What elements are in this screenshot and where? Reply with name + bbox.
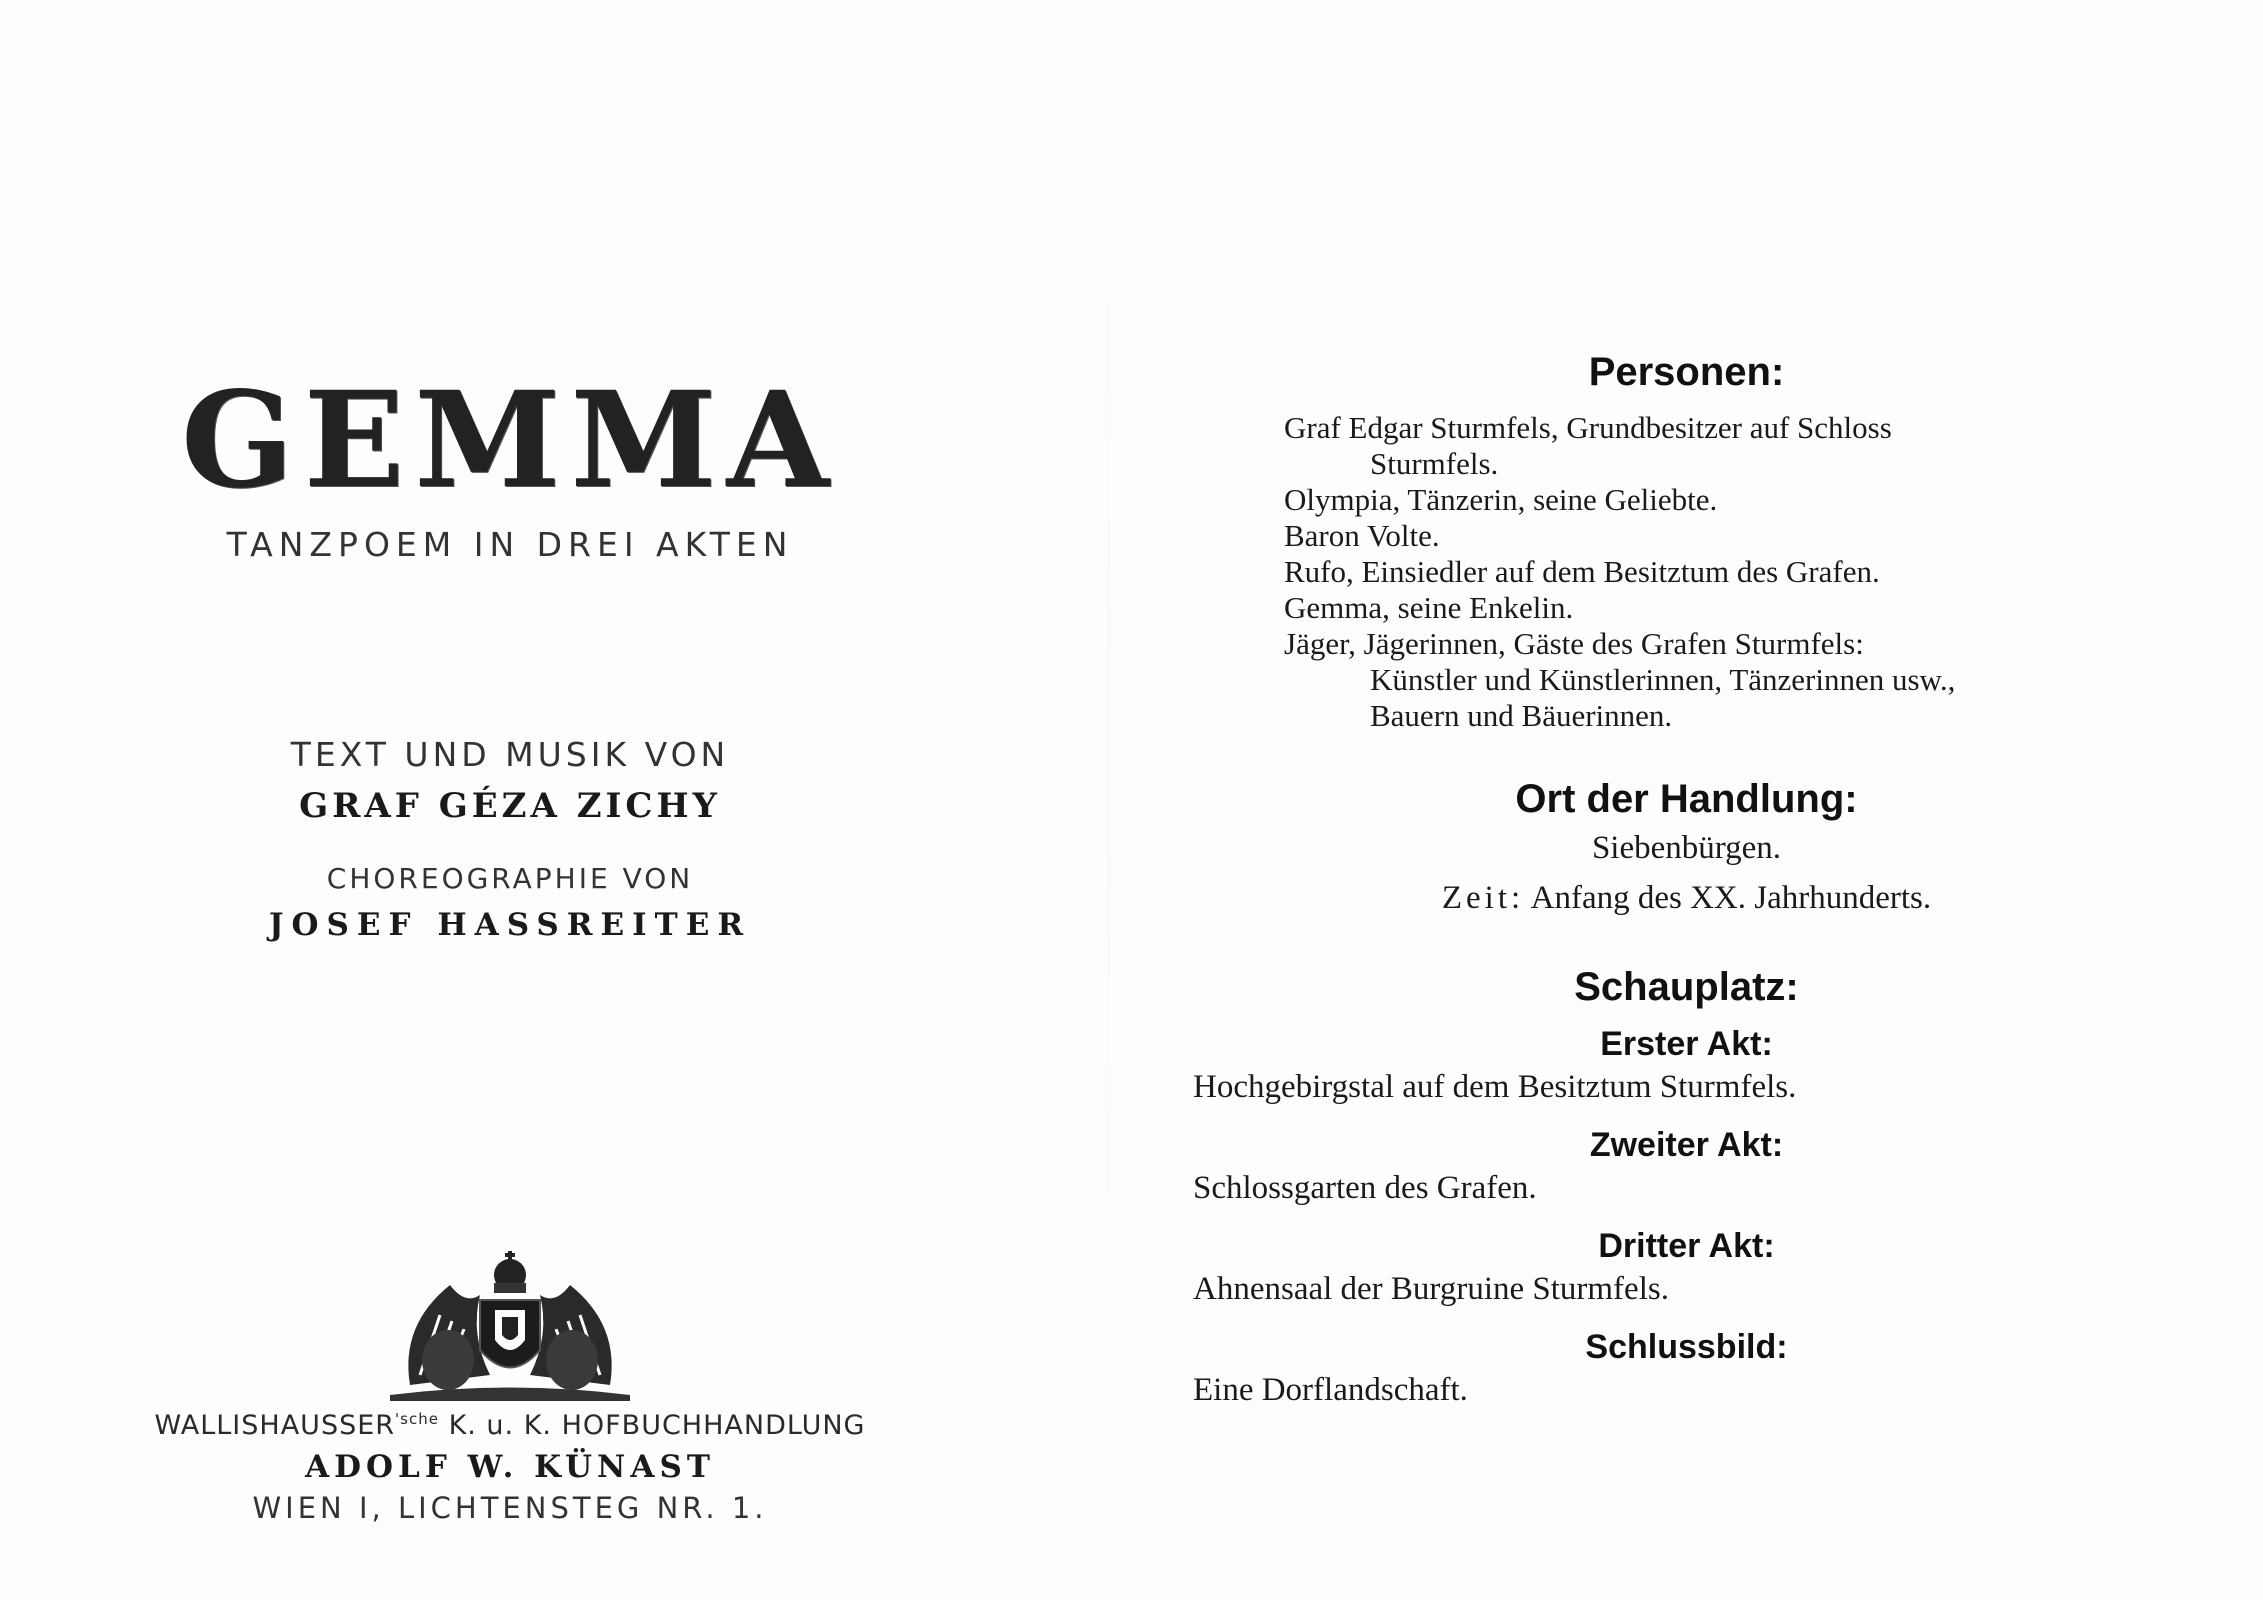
work-title: GEMMA <box>181 363 839 518</box>
act-scene: Hochgebirgstal auf dem Besitztum Sturmfels. <box>1193 1069 1797 1105</box>
act-scene: Ahnensaal der Burgruine Sturmfels. <box>1193 1271 1669 1307</box>
zeit-label: Zeit: <box>1441 880 1525 916</box>
cast-entry: Bauern und Bäuerinnen. <box>1370 698 1673 733</box>
publisher-owner: ADOLF W. KÜNAST <box>305 1449 715 1485</box>
personen-heading: Personen: <box>1588 350 1785 394</box>
publisher-block <box>110 1410 910 1525</box>
ort-heading: Ort der Handlung: <box>1515 777 1858 821</box>
cast-entry: Baron Volte. <box>1284 518 1440 553</box>
publisher-address: WIEN I, LICHTENSTEG NR. 1. <box>252 1491 768 1525</box>
cast-entry: Jäger, Jägerinnen, Gäste des Grafen Sturmfels: <box>1284 626 1864 661</box>
act-scene: Schlossgarten des Grafen. <box>1193 1170 1537 1206</box>
cast-entry: Rufo, Einsiedler auf dem Besitztum des Grafen. <box>1284 554 1880 589</box>
work-subtitle: TANZPOEM IN DREI AKTEN <box>226 525 794 564</box>
act-heading: Schlussbild: <box>1585 1328 1788 1366</box>
cast-entry: Olympia, Tänzerin, seine Geliebte. <box>1284 482 1718 517</box>
cast-entry: Gemma, seine Enkelin. <box>1284 590 1574 625</box>
title-page <box>0 0 1110 1600</box>
cast-entry: Sturmfels. <box>1370 446 1499 481</box>
credits-block <box>160 735 860 943</box>
act-heading: Dritter Akt: <box>1598 1227 1775 1265</box>
imperial-coat-of-arms-icon <box>370 1245 650 1405</box>
title-block <box>160 363 860 564</box>
cast-entry: Graf Edgar Sturmfels, Grundbesitzer auf Schloss <box>1284 410 1892 445</box>
zeit-value: Anfang des XX. Jahrhunderts. <box>1530 880 1932 916</box>
cast-page <box>1110 0 2263 1600</box>
author-name: GRAF GÉZA ZICHY <box>299 786 721 826</box>
page-gutter <box>1108 200 1109 1300</box>
ort-value: Siebenbürgen. <box>1591 830 1782 866</box>
choreographer-name: JOSEF HASSREITER <box>268 907 752 943</box>
cast-list <box>1284 410 2164 734</box>
schauplatz-heading: Schauplatz: <box>1574 965 1799 1009</box>
cast-entry: Künstler und Künstlerinnen, Tänzerinnen usw., <box>1370 662 1956 697</box>
act-scene: Eine Dorflandschaft. <box>1193 1372 1468 1408</box>
choreography-label: CHOREOGRAPHIE VON <box>326 862 694 895</box>
publisher-name: $WALLISHAUSSER^{'sche}$ K. u. K. HOFBUCHHANDLUNG <box>154 1410 866 1441</box>
act-heading: Erster Akt: <box>1600 1025 1773 1063</box>
zeit-line <box>1110 880 2263 917</box>
act-heading: Zweiter Akt: <box>1589 1126 1784 1164</box>
text-music-label: TEXT UND MUSIK VON <box>290 735 730 774</box>
